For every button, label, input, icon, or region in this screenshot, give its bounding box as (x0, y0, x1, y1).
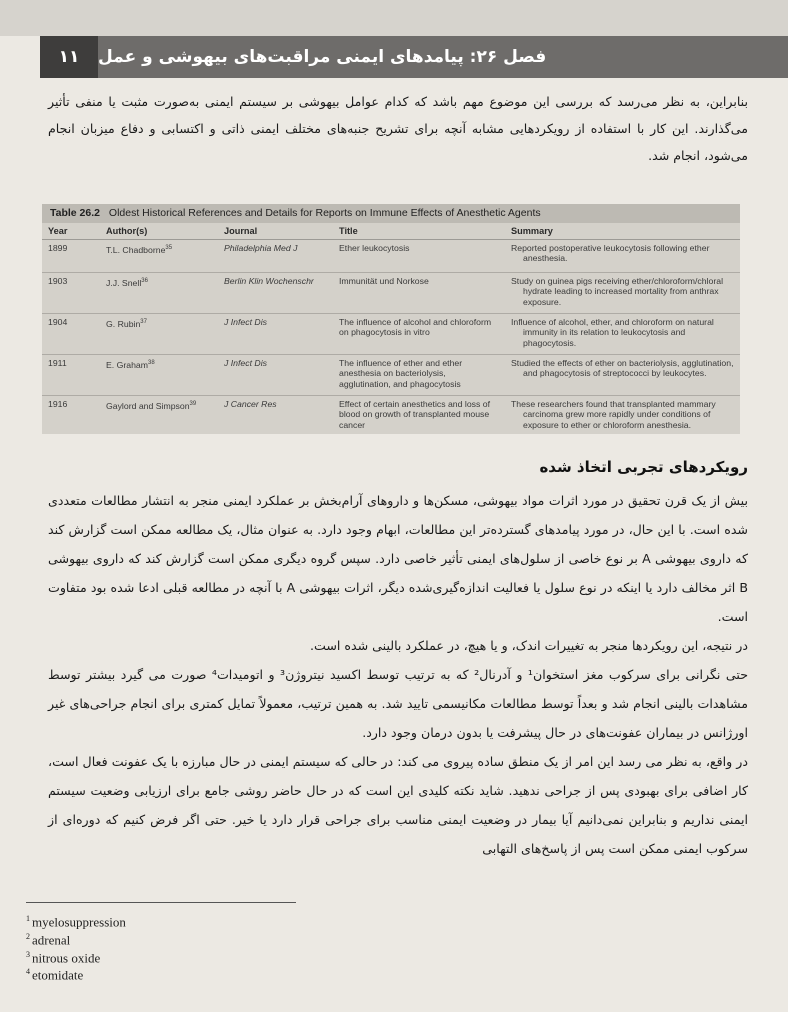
table-row (42, 396, 740, 444)
cell-year: 1916 (48, 399, 68, 409)
top-margin-strip (0, 0, 788, 36)
ref-superscript: 35 (165, 245, 173, 251)
body-paragraph: در واقع، به نظر می رسد این امر از یک منطق ساده پیروی می کند: در حالی که سیستم ایمنی در حال مبارزه با یک عفونت فعال است، کار اضافی برای بهبودی پس از جراحی ندهید. شاید نکته کلیدی این است که در حال حاضر روشی جامع برای ارزیابی وضعیت سیستم ایمنی نداریم و بنابراین نمی‌دانیم آیا بیمار در وضعیت ایمنی مناسب برای جراحی قرار دارد یا خیر. حتی اگر فرض کنیم که دوره‌ای از سرکوب ایمنی ممکن است پس از پاسخ‌های التهابی (48, 754, 748, 856)
cell-author: E. Graham$^{38}$ (100, 355, 218, 396)
references-table (42, 223, 740, 444)
cell-title: Effect of certain anesthetics and loss of blood on growth of transplanted mouse cancer (339, 399, 490, 430)
body-paragraph: بیش از یک قرن تحقیق در مورد اثرات مواد بیهوشی، مسکن‌ها و داروهای آرام‌بخش بر عملکرد ایمنی منجر به انتشار مطالعات متعددی شده است. با این حال، در مورد پیامدهای گسترده‌تر این مطالعات، ابهام وجود دارد. به عنوان مثال، یک مطالعه ممکن است گزارش کند که داروی بیهوشی A بر نوع خاصی از سلول‌های ایمنی تأثیر خاصی دارد. سپس گروه دیگری ممکن است گزارش کند که داروی بیهوشی B اثر مخالف دارد یا اینکه در نوع سلول یا فعالیت اندازه‌گیری‌شده دیگر، اثرات بیهوشی A با آنچه در مطالعه قبلی ادعا شده بود متفاوت است. (48, 493, 748, 624)
cell-author: J.J. Snell$^{36}$ (100, 273, 218, 314)
footnote-item: $^3$ nitrous oxide (26, 949, 101, 965)
cell-summary: These researchers found that transplanted mammary carcinoma grew more rapidly under conditions of exposure to ether or chloroform anesthesia. (511, 399, 716, 430)
table-caption-text: Oldest Historical References and Details for Reports on Immune Effects of Anesthetic Agents (108, 207, 541, 219)
section-body (48, 486, 748, 863)
ref-superscript: 39 (189, 401, 197, 407)
cell-year: 1899 (42, 240, 100, 273)
table-caption (42, 204, 740, 223)
cell-title: Immunität und Norkose (333, 273, 505, 314)
footnote-item: $^1$ myelosuppression (26, 914, 126, 930)
footnotes-list (26, 912, 126, 983)
cell-author: G. Rubin$^{37}$ (100, 314, 218, 355)
table-row (42, 314, 740, 355)
cell-year: 1911 (42, 355, 100, 396)
body-paragraph: در نتیجه، این رویکردها منجر به تغییرات اندک، و یا هیچ، در عملکرد بالینی شده است. (309, 638, 748, 653)
page-number: ۱۱ (40, 36, 98, 78)
footnote-item: $^4$ etomidate (26, 967, 84, 983)
col-header-year: Year (42, 223, 100, 240)
table-row (42, 355, 740, 396)
cell-author: Gaylord and Simpson$^{39}$ (106, 400, 197, 411)
table-row (42, 240, 740, 273)
cell-summary: Study on guinea pigs receiving ether/chloroform/chloral hydrate leading to increased mortality from anthrax exposure. (505, 273, 740, 314)
cell-title: The influence of ether and ether anesthesia on bacteriolysis, agglutination, and phagocytosis (333, 355, 505, 396)
intro-paragraph: بنابراین، به نظر می‌رسد که بررسی این موضوع مهم باشد که کدام عوامل بیهوشی بر سیستم ایمنی به‌صورت مثبت یا منفی تأثیر می‌گذارند. این کار با استفاده از رویکردهایی مشابه آنچه برای تشریح جنبه‌های مختلف ایمنی ذاتی و اکتسابی و دفاع میزبان انجام می‌شود، انجام شد. (48, 94, 748, 163)
table-row (42, 273, 740, 314)
cell-journal: J Infect Dis (218, 314, 333, 355)
chapter-header (98, 36, 788, 78)
chapter-title: فصل ۲۶: پیامدهای ایمنی مراقبت‌های بیهوشی و عمل (98, 47, 547, 67)
col-header-title: Title (333, 223, 505, 240)
col-header-author: Author(s) (100, 223, 218, 240)
cell-summary: Reported postoperative leukocytosis following ether anesthesia. (505, 240, 740, 273)
cell-author: T.L. Chadborne$^{35}$ (100, 240, 218, 273)
cell-title: The influence of alcohol and chloroform on phagocytosis in vitro (333, 314, 505, 355)
cell-journal: J Cancer Res (224, 399, 277, 409)
footnote-divider (26, 902, 296, 903)
section-heading: رویکردهای تجربی اتخاذ شده (539, 458, 748, 476)
cell-title: Ether leukocytosis (333, 240, 505, 273)
table-26-2 (42, 204, 740, 434)
cell-journal: J Infect Dis (218, 355, 333, 396)
cell-summary: Influence of alcohol, ether, and chloroform on natural immunity in its relation to leukocytosis and phagocytosis. (505, 314, 740, 355)
ref-superscript: 37 (140, 319, 147, 325)
footnote-item: $^2$ adrenal (26, 931, 71, 948)
cell-year: 1904 (42, 314, 100, 355)
cell-journal: Philadelphia Med J (218, 240, 333, 273)
body-paragraph: حتی نگرانی برای سرکوب مغز استخوان¹ و آدرنال² که به ترتیب توسط اکسید نیتروژن³ و اتومیدات⁴ صورت می گیرد بیشتر توسط مشاهدات بالینی انجام شد و بعداً توسط مطالعات مکانیسمی تایید شد. به همین ترتیب، معمولاً تمایل کمتری برای انجام جراحی‌های غیر اورژانس در بیماران عفونت‌های در حال پیشرفت یا بدون درمان وجود دارد. (48, 667, 748, 740)
cell-summary: Studied the effects of ether on bacteriolysis, agglutination, and phagocytosis of streptococci by leukocytes. (505, 355, 740, 396)
table-header-row (42, 223, 740, 240)
table-label: Table 26.2 (50, 207, 100, 219)
cell-year: 1903 (42, 273, 100, 314)
ref-superscript: 38 (148, 360, 155, 366)
ref-superscript: 36 (141, 278, 148, 284)
col-header-journal: Journal (218, 223, 333, 240)
col-header-summary: Summary (505, 223, 740, 240)
cell-journal: Berlin Klin Wochenschr (218, 273, 333, 314)
